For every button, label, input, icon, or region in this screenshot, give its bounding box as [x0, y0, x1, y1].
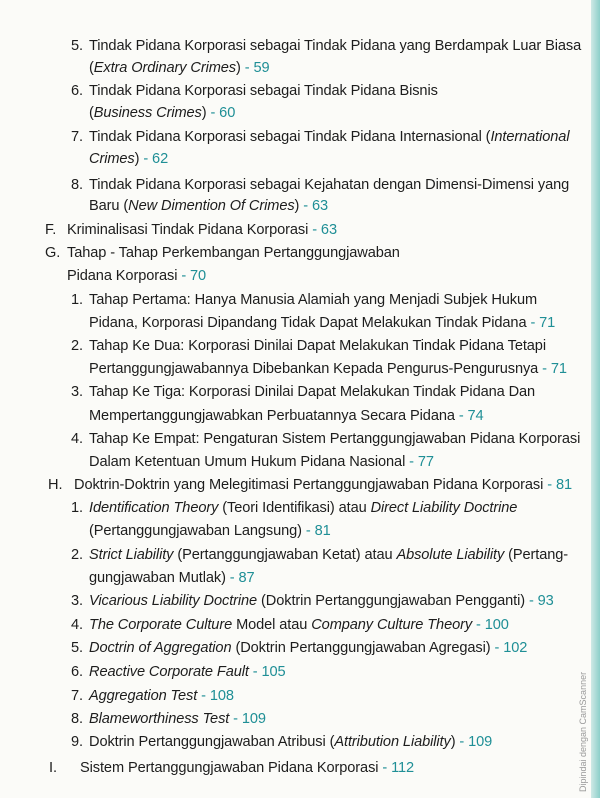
- toc-entry-text: [89, 710, 266, 728]
- toc-entry-italic-term: The Corporate Culture: [89, 617, 233, 633]
- toc-entry-number: G.: [45, 245, 61, 261]
- toc-entry-segment: Pidana Korporasi: [67, 268, 178, 284]
- toc-entry-text: [89, 360, 567, 378]
- toc-entry-segment: Pertanggungjawabannya Dibebankan Kepada Pengurus-Pengurusnya: [89, 361, 539, 377]
- toc-entry-segment: (: [89, 105, 94, 121]
- toc-page-number[interactable]: - 62: [139, 151, 169, 167]
- toc-entry-segment: (Teori Identifikasi) atau: [218, 500, 371, 516]
- toc-entry-italic-term: Aggregation Test: [89, 688, 198, 704]
- toc-entry-italic-term: Extra Ordinary Crimes: [93, 60, 237, 76]
- toc-entry-segment: (Pertanggungjawaban Langsung): [89, 523, 302, 539]
- toc-entry-segment: Sistem Pertanggungjawaban Pidana Korporasi: [80, 760, 379, 776]
- toc-page-number[interactable]: - 77: [405, 454, 434, 470]
- toc-entry-number: 6.: [71, 83, 83, 99]
- toc-entry-italic-term: Blameworthiness Test: [89, 711, 230, 727]
- toc-entry-text: [89, 197, 328, 215]
- toc-entry-number: 1.: [71, 292, 83, 308]
- toc-entry-text: [89, 616, 509, 634]
- toc-entry-segment: Mempertanggungjawabkan Perbuatannya Secara Pidana: [89, 408, 455, 424]
- toc-page-number[interactable]: - 81: [543, 477, 572, 493]
- toc-entry-segment: (Pertanggungjawaban Ketat) atau: [173, 547, 397, 563]
- toc-page-number[interactable]: - 71: [538, 361, 567, 377]
- toc-entry-text: [89, 150, 168, 168]
- toc-entry-text: [89, 639, 527, 657]
- toc-entry-segment: Doktrin Pertanggungjawaban Atribusi (: [89, 734, 335, 750]
- toc-entry-segment: (Doktrin Pertanggungjawaban Agregasi): [231, 640, 491, 656]
- toc-entry-italic-term: New Dimention Of Crimes: [128, 198, 295, 214]
- toc-entry-text: [89, 499, 517, 517]
- toc-entry-segment: Tindak Pidana Korporasi sebagai Kejahatan dengan Dimensi-Dimensi yang: [89, 177, 570, 193]
- toc-entry-text: [89, 128, 569, 146]
- toc-entry-number: 3.: [71, 593, 83, 609]
- toc-entry-number: 2.: [71, 338, 83, 354]
- toc-page-number[interactable]: - 63: [308, 222, 337, 238]
- toc-entry-text: [80, 759, 414, 777]
- toc-page-number[interactable]: - 108: [197, 688, 234, 704]
- toc-entry-text: [89, 592, 554, 610]
- toc-page-number[interactable]: - 60: [206, 105, 236, 121]
- toc-entry-italic-term: Reactive Corporate Fault: [89, 664, 249, 680]
- toc-entry-text: [89, 314, 555, 332]
- toc-entry-text: [89, 407, 484, 425]
- toc-entry-segment: Tahap Ke Dua: Korporasi Dinilai Dapat Melakukan Tindak Pidana Tetapi: [89, 338, 546, 354]
- toc-entry-italic-term: Business Crimes: [93, 105, 202, 121]
- toc-page-number[interactable]: - 109: [229, 711, 266, 727]
- toc-entry-segment: Doktrin-Doktrin yang Melegitimasi Pertanggungjawaban Pidana Korporasi: [74, 477, 544, 493]
- toc-entry-italic-term: Company Culture Theory: [311, 617, 473, 633]
- toc-entry-number: 6.: [71, 664, 83, 680]
- toc-entry-text: [89, 337, 546, 355]
- toc-entry-segment: ): [450, 734, 456, 750]
- toc-entry-text: [89, 82, 438, 100]
- toc-entry-text: [89, 291, 537, 309]
- toc-entry-segment: ): [201, 105, 207, 121]
- toc-page-number[interactable]: - 70: [177, 268, 207, 284]
- toc-entry-segment: Tindak Pidana Korporasi sebagai Tindak Pidana yang Berdampak Luar Biasa: [89, 38, 582, 54]
- toc-entry-segment: Baru (: [89, 198, 129, 214]
- toc-entry-text: [67, 221, 337, 239]
- toc-entry-text: [74, 476, 572, 494]
- toc-entry-number: 2.: [71, 547, 83, 563]
- toc-page-number[interactable]: - 109: [455, 734, 493, 750]
- toc-entry-italic-term: Absolute Liability: [396, 547, 505, 563]
- toc-entry-italic-term: Identification Theory: [89, 500, 219, 516]
- toc-entry-text: [89, 733, 492, 751]
- toc-entry-number: 5.: [71, 38, 83, 54]
- toc-page-number[interactable]: - 71: [526, 315, 556, 331]
- toc-entry-segment: Kriminalisasi Tindak Pidana Korporasi: [67, 222, 309, 238]
- toc-entry-italic-term: Crimes: [89, 151, 135, 167]
- toc-entry-text: [89, 59, 269, 77]
- toc-entry-italic-term: Direct Liability Doctrine: [370, 500, 518, 516]
- toc-page-number[interactable]: - 112: [378, 760, 415, 776]
- toc-entry-segment: ): [134, 151, 140, 167]
- toc-page-number[interactable]: - 93: [524, 593, 554, 609]
- toc-page-number[interactable]: - 102: [490, 640, 528, 656]
- toc-entry-number: 8.: [71, 177, 83, 193]
- toc-page-number[interactable]: - 105: [248, 664, 286, 680]
- toc-entry-text: [89, 522, 331, 540]
- toc-entry-text: [89, 546, 568, 564]
- toc-entry-text: [89, 453, 434, 471]
- toc-page-number[interactable]: - 74: [454, 408, 484, 424]
- toc-entry-number: H.: [48, 477, 63, 493]
- toc-entry-number: 8.: [71, 711, 83, 727]
- toc-entry-segment: gungjawaban Mutlak): [89, 570, 226, 586]
- toc-entry-segment: (: [89, 60, 94, 76]
- toc-entry-segment: Tahap Pertama: Hanya Manusia Alamiah yang Menjadi Subjek Hukum: [89, 292, 538, 308]
- toc-entry-number: 9.: [71, 734, 83, 750]
- toc-entry-number: I.: [49, 760, 57, 776]
- toc-page-number[interactable]: - 87: [225, 570, 255, 586]
- toc-entry-text: [67, 267, 206, 285]
- toc-entry-segment: Tindak Pidana Korporasi sebagai Tindak Pidana Bisnis: [89, 83, 438, 99]
- toc-entry-number: 3.: [71, 384, 83, 400]
- toc-entry-italic-term: International: [490, 129, 570, 145]
- camscanner-watermark: Dipindai dengan CamScanner: [578, 671, 588, 792]
- toc-page-number[interactable]: - 59: [240, 60, 270, 76]
- toc-entry-text: [89, 176, 569, 194]
- toc-entry-text: [89, 430, 580, 448]
- toc-entry-number: 4.: [71, 617, 83, 633]
- toc-entry-segment: Model atau: [232, 617, 312, 633]
- toc-entry-segment: Dalam Ketentuan Umum Hukum Pidana Nasional: [89, 454, 406, 470]
- toc-entry-segment: (Pertang-: [504, 547, 569, 563]
- toc-entry-number: 7.: [71, 129, 83, 145]
- toc-entry-text: [67, 244, 400, 262]
- toc-entry-number: F.: [45, 222, 57, 238]
- toc-entry-segment: Tahap - Tahap Perkembangan Pertanggungjawaban: [67, 245, 400, 261]
- toc-entry-segment: ): [236, 60, 241, 76]
- toc-entry-number: 4.: [71, 431, 83, 447]
- toc-page-number[interactable]: - 81: [301, 523, 331, 539]
- page-edge: [591, 0, 600, 798]
- toc-entry-italic-term: Attribution Liability: [334, 734, 451, 750]
- toc-entry-text: [89, 104, 235, 122]
- toc-entry-segment: Tahap Ke Tiga: Korporasi Dinilai Dapat Melakukan Tindak Pidana Dan: [89, 384, 536, 400]
- toc-entry-text: [89, 569, 255, 587]
- toc-entry-text: [89, 663, 286, 681]
- toc-entry-segment: ): [294, 198, 300, 214]
- toc-entry-number: 5.: [71, 640, 83, 656]
- toc-entry-text: [89, 37, 581, 55]
- toc-entry-number: 1.: [71, 500, 83, 516]
- toc-page-number[interactable]: - 63: [299, 198, 329, 214]
- toc-entry-italic-term: Vicarious Liability Doctrine: [89, 593, 258, 609]
- toc-entry-number: 7.: [71, 688, 83, 704]
- toc-entry-italic-term: Strict Liability: [89, 547, 174, 563]
- toc-entry-segment: Pidana, Korporasi Dipandang Tidak Dapat Melakukan Tindak Pidana: [89, 315, 527, 331]
- toc-entry-segment: Tindak Pidana Korporasi sebagai Tindak Pidana Internasional (: [89, 129, 491, 145]
- toc-page-number[interactable]: - 100: [472, 617, 509, 633]
- toc-entry-text: [89, 383, 535, 401]
- toc-entry-segment: Tahap Ke Empat: Pengaturan Sistem Pertanggungjawaban Pidana Korporasi: [89, 431, 581, 447]
- toc-entry-italic-term: Doctrin of Aggregation: [89, 640, 232, 656]
- toc-entry-segment: (Doktrin Pertanggungjawaban Pengganti): [257, 593, 525, 609]
- toc-entry-text: [89, 687, 234, 705]
